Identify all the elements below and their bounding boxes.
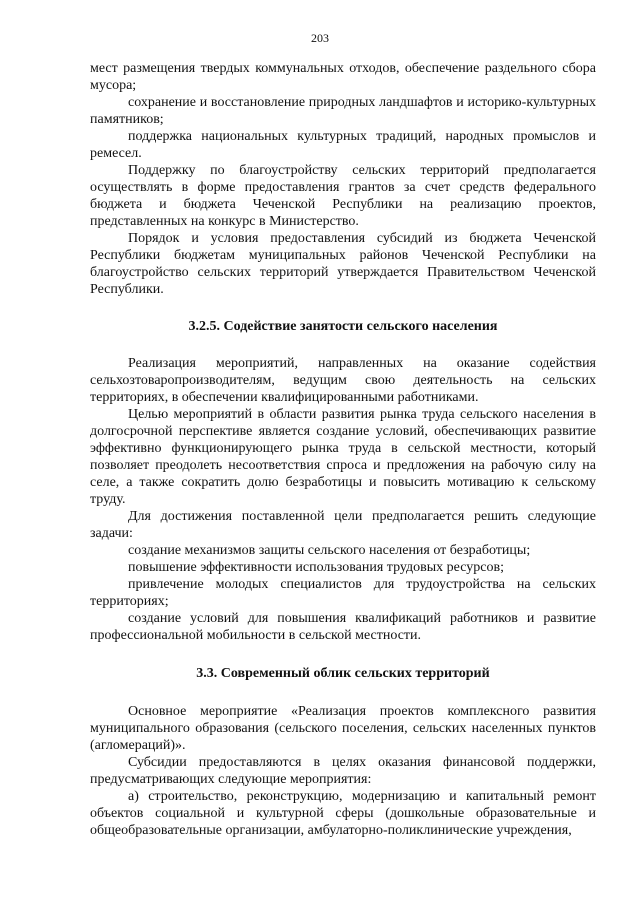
- paragraph: Субсидии предоставляются в целях оказания финансовой поддержки, предусматривающих следующие мероприятия:: [90, 755, 596, 787]
- section-heading: 3.3. Современный облик сельских территорий: [196, 666, 490, 681]
- list-item: привлечение молодых специалистов для трудоустройства на сельских территориях;: [90, 577, 596, 609]
- paragraph: а) строительство, реконструкцию, модернизацию и капитальный ремонт объектов социальной и культурной сферы (дошкольные образовательные и общеобразовательные организации, амбулаторно-поликлинические учреждения,: [90, 789, 596, 838]
- page-number: 203: [311, 31, 329, 45]
- paragraph: Порядок и условия предоставления субсидий из бюджета Чеченской Республики бюджетам муниципальных районов Чеченской Республики на благоустройство сельских территорий утверждается Правительством Чеченской Республики.: [90, 231, 596, 297]
- list-item: создание условий для повышения квалификаций работников и развитие профессиональной мобильности в сельской местности.: [90, 611, 596, 643]
- paragraph: Целью мероприятий в области развития рынка труда сельского населения в долгосрочной перспективе является создание условий, обеспечивающих развитие эффективно функционирующего рынка труда в сельской местности, который позволяет преодолеть несоответствия спроса и предложения на рабочую силу на селе, а также сократить долю безработицы и повысить мотивацию к сельскому труду.: [90, 407, 596, 507]
- paragraph: поддержка национальных культурных традиций, народных промыслов и ремесел.: [90, 129, 596, 161]
- paragraph: сохранение и восстановление природных ландшафтов и историко-культурных памятников;: [90, 95, 596, 127]
- paragraph: мест размещения твердых коммунальных отходов, обеспечение раздельного сбора мусора;: [90, 61, 596, 93]
- section-heading: 3.2.5. Содействие занятости сельского населения: [188, 319, 498, 334]
- document-body: [90, 60, 596, 839]
- paragraph: Основное мероприятие «Реализация проектов комплексного развития муниципального образования (сельского поселения, сельских населенных пунктов (агломераций)».: [90, 704, 596, 753]
- list-item: создание механизмов защиты сельского населения от безработицы;: [128, 543, 531, 558]
- paragraph: Для достижения поставленной цели предполагается решить следующие задачи:: [90, 509, 596, 541]
- list-item: повышение эффективности использования трудовых ресурсов;: [128, 560, 504, 575]
- paragraph: Реализация мероприятий, направленных на оказание содействия сельхозтоваропроизводителям, ведущим свою деятельность на сельских территориях, в обеспечении квалифицированными работниками.: [90, 356, 596, 405]
- paragraph: Поддержку по благоустройству сельских территорий предполагается осуществлять в форме предоставления грантов за счет средств федерального бюджета и бюджета Чеченской Республики на реализацию проектов, представленных на конкурс в Министерство.: [90, 163, 596, 229]
